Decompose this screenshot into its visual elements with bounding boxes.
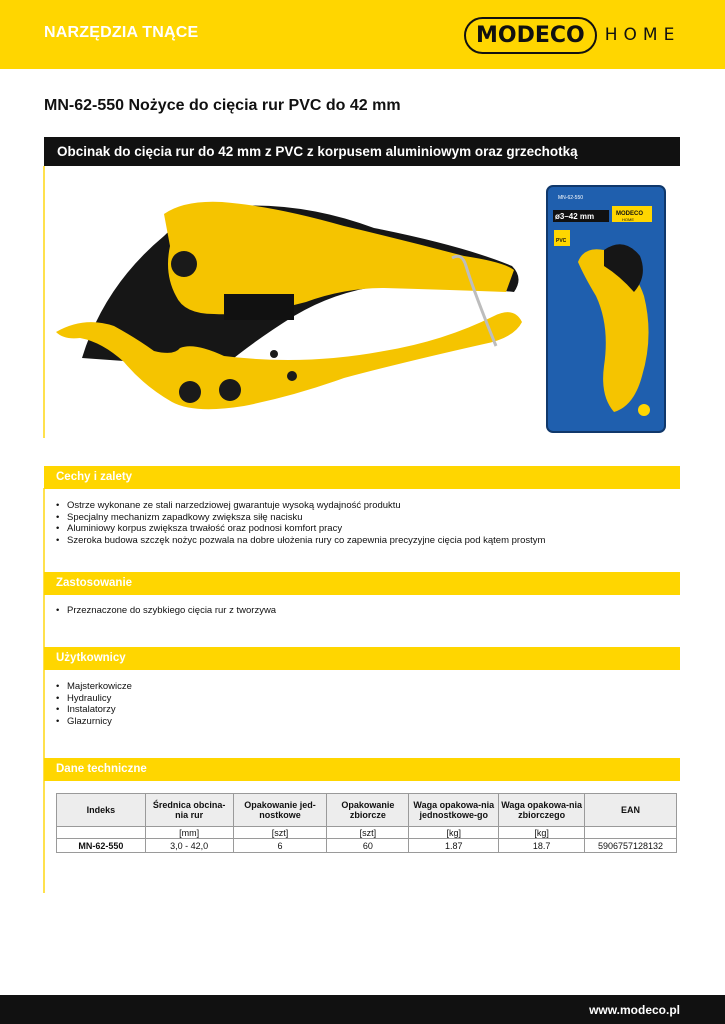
list-item: • Aluminiowy korpus zwiększa trwałość oraz podnosi komfort pracy [56,523,545,535]
features-heading: Cechy i zalety [56,471,133,483]
left-accent-line [43,488,45,893]
users-list [56,681,132,727]
tech-section-bar [44,758,680,781]
package-brand: MODECO [616,211,643,217]
application-list [56,605,276,617]
features-section-bar [44,466,680,489]
brand-logo [464,16,680,54]
table-unit-cell [585,827,677,839]
product-subtitle: Obcinak do cięcia rur do 42 mm z PVC z korpusem aluminiowym oraz grzechotką [57,144,578,159]
table-unit-cell [57,827,146,839]
package-size: ø3–42 mm [555,212,595,221]
table-cell: 18.7 [499,839,585,853]
footer-bar [0,995,725,1024]
logo-badge [464,17,597,54]
list-item: • Hydraulicy [56,693,132,705]
subtitle-bar [44,137,680,166]
product-title: MN-62-550 Nożyce do cięcia rur PVC do 42 mm [44,97,401,114]
table-header-cell: Waga opakowa-nia jednostkowe-go [409,794,499,827]
package-brand-sub: HOME [622,217,634,222]
table-header-cell: Opakowanie jed-nostkowe [233,794,327,827]
table-header-cell: Opakowanie zbiorcze [327,794,409,827]
application-section-bar [44,572,680,595]
header-bar [0,0,725,69]
table-unit-cell: [szt] [233,827,327,839]
tech-data-table [56,793,677,853]
blister-package-image [547,186,665,432]
product-illustration [44,166,680,438]
application-heading: Zastosowanie [56,577,133,589]
users-heading: Użytkownicy [56,652,126,664]
table-unit-cell: [kg] [409,827,499,839]
table-unit-cell: [kg] [499,827,585,839]
list-item: • Instalatorzy [56,704,132,716]
table-cell-index: MN-62-550 [57,839,146,853]
table-header-cell: Waga opakowa-nia zbiorczego [499,794,585,827]
table-cell: 60 [327,839,409,853]
product-photo-area [44,166,680,438]
table-unit-cell: [szt] [327,827,409,839]
table-cell: 5906757128132 [585,839,677,853]
list-item: • Specjalny mechanizm zapadkowy zwiększa siłę nacisku [56,512,545,524]
tech-heading: Dane techniczne [56,763,147,775]
users-section-bar [44,647,680,670]
pipe-cutter-image [56,202,522,409]
table-cell: 3,0 - 42,0 [145,839,233,853]
table-header-cell: Średnica obcina-nia rur [145,794,233,827]
category-title: NARZĘDZIA TNĄCE [44,24,199,41]
features-list [56,500,545,546]
table-unit-cell: [mm] [145,827,233,839]
table-header-cell: Indeks [57,794,146,827]
list-item: • Majsterkowicze [56,681,132,693]
table-header-cell: EAN [585,794,677,827]
list-item: • Glazurnicy [56,716,132,728]
list-item: • Szeroka budowa szczęk nożyc pozwala na dobre ułożenia rury co zapewnia precyzyjne cięcia pod kątem prostym [56,535,545,547]
table-cell: 6 [233,839,327,853]
website-link[interactable]: www.modeco.pl [589,1003,680,1017]
logo-sub-text: HOME [604,25,681,45]
table-units-row [57,827,677,839]
table-cell: 1.87 [409,839,499,853]
package-pvc-label: PVC [556,238,567,244]
package-code: MN-62-550 [558,195,584,201]
logo-brand-text: MODECO [476,22,585,48]
list-item: • Ostrze wykonane ze stali narzedziowej gwarantuje wysoką wydajność produktu [56,500,545,512]
table-header-row [57,794,677,827]
list-item: • Przeznaczone do szybkiego cięcia rur z tworzywa [56,605,276,617]
table-row [57,839,677,853]
